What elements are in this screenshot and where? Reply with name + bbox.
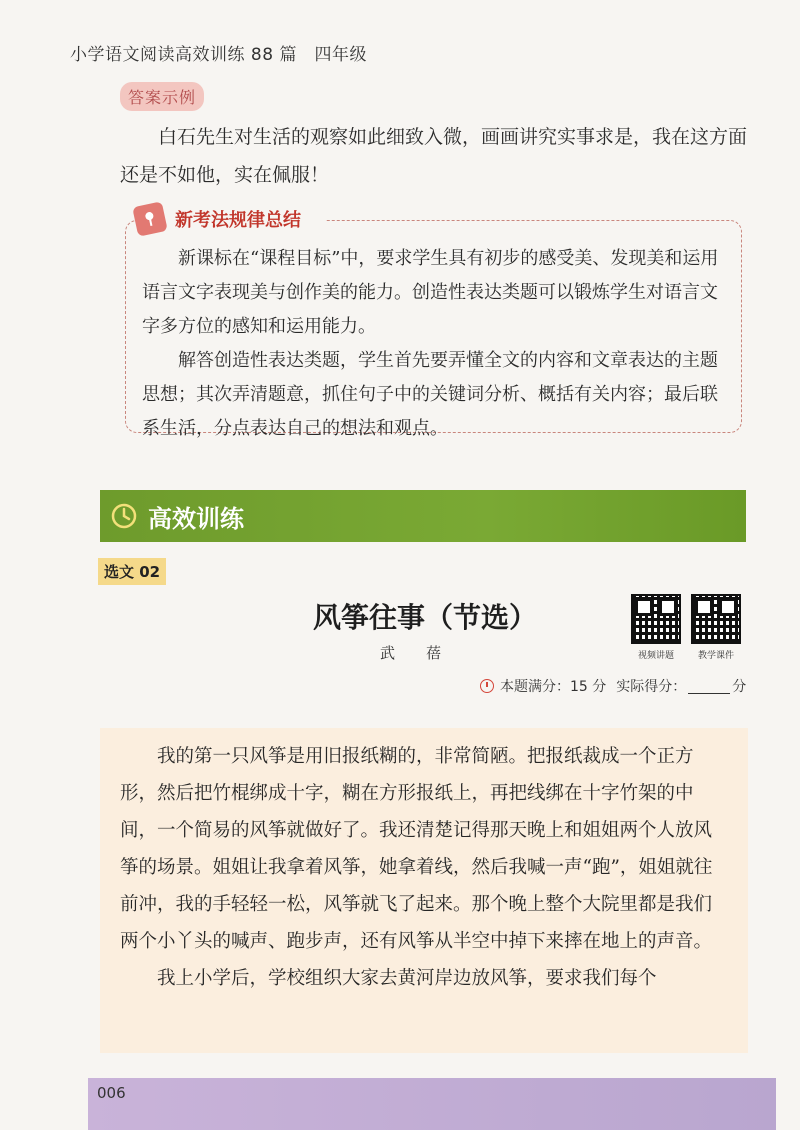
essay-author: 武 蓓 (380, 644, 450, 662)
passage-paragraph: 我的第一只风筝是用旧报纸糊的，非常简陋。把报纸裁成一个正方形，然后把竹棍绑成十字，糊在方形报纸上，再把线绑在十字竹架的中间，一个简易的风筝就做好了。我还清楚记得那天晚上和姐姐两个人放风筝的场景。姐姐让我拿着风筝，她拿着线，然后我喊一声“跑”，姐姐就往前冲，我的手轻轻一松，风筝就飞了起来。那个晚上整个大院里都是我们两个小丫头的喊声、跑步声，还有风筝从半空中掉下来摔在地上的声音。 (120, 746, 713, 952)
qr-label: 视频讲题 (637, 651, 674, 661)
rule-summary-label: 新考法规律总结 (175, 210, 301, 231)
section-banner (100, 490, 746, 542)
rule-paragraph: 新课标在“课程目标”中，要求学生具有初步的感受美、发现美和运用语言文字表现美与创作美的能力。创造性表达类题可以锻炼学生对语言文字多方位的感知和运用能力。 (142, 248, 719, 337)
timer-icon (480, 679, 494, 693)
actual-score-label: 实际得分： (616, 679, 687, 695)
rule-summary-body (142, 242, 732, 446)
clock-icon (110, 502, 138, 530)
footer-bar (88, 1078, 776, 1130)
answer-example-text: 白石先生对生活的观察如此细致入微，画画讲究实事求是，我在这方面还是不如他，实在佩服！ (120, 126, 748, 186)
essay-title: 风筝往事（节选） (312, 601, 537, 634)
actual-score-blank[interactable] (688, 679, 730, 694)
rule-summary-heading (135, 204, 325, 234)
page-number: 006 (97, 1084, 126, 1102)
qr-code-courseware[interactable] (688, 594, 744, 661)
answer-example-label: 答案示例 (120, 82, 204, 111)
qr-code-icon (691, 594, 741, 644)
qr-code-icon (631, 594, 681, 644)
score-unit: 分 (732, 679, 747, 695)
qr-label: 教学课件 (697, 651, 734, 661)
page-header-title: 小学语文阅读高效训练 88 篇 四年级 (70, 45, 367, 65)
passage-text (120, 738, 728, 997)
selection-tag: 选文 02 (98, 558, 166, 585)
section-title: 高效训练 (148, 504, 244, 533)
full-score: 本题满分：15 分 (500, 679, 607, 695)
qr-code-video[interactable] (628, 594, 684, 661)
rule-paragraph: 解答创造性表达类题，学生首先要弄懂全文的内容和文章表达的主题思想；其次弄清题意，抓住句子中的关键词分析、概括有关内容；最后联系生活，分点表达自己的想法和观点。 (142, 350, 718, 439)
passage-paragraph: 我上小学后，学校组织大家去黄河岸边放风筝，要求我们每个 (157, 968, 657, 989)
pushpin-icon (132, 201, 168, 237)
score-line (480, 676, 746, 696)
